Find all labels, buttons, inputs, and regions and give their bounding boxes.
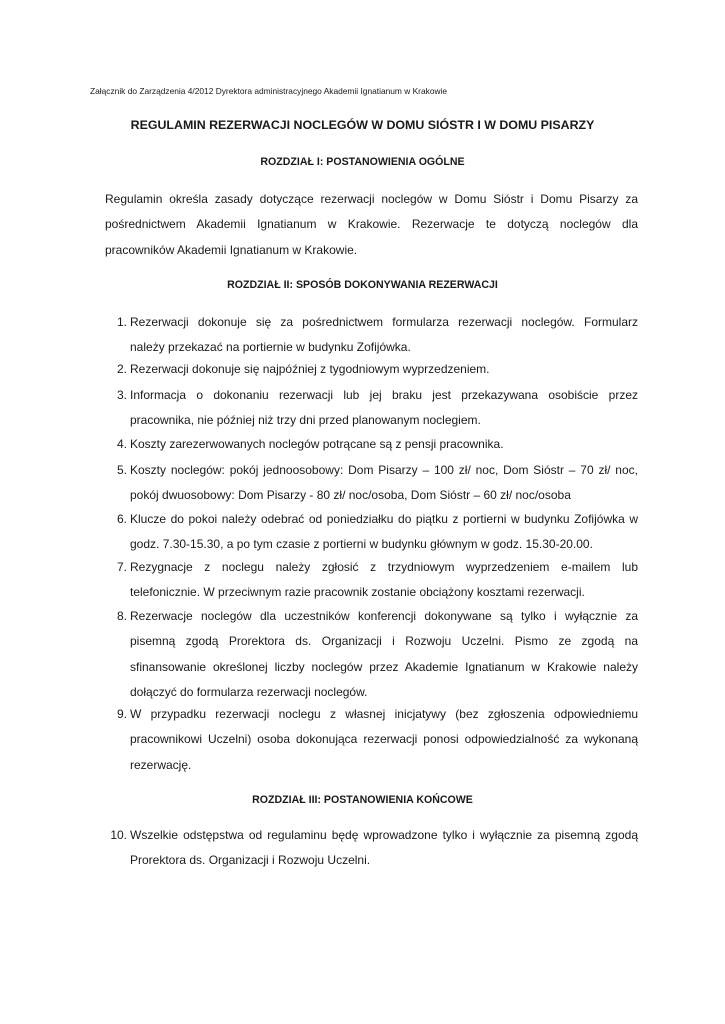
list-item-number: 1.	[116, 315, 127, 329]
chapter-1-heading: ROZDZIAŁ I: POSTANOWIENIA OGÓLNE	[260, 156, 465, 168]
list-item-line: Rezygnacje z noclegu należy zgłosić z trzydniowym wyprzedzeniem e-mailem lub	[130, 560, 638, 574]
list-item-line: pracownikowi Uczelni) osoba dokonująca rezerwacji ponosi odpowiedzialność za wykonaną	[130, 732, 638, 747]
list-item-number: 5.	[116, 463, 127, 477]
chapter-3-heading: ROZDZIAŁ III: POSTANOWIENIA KOŃCOWE	[252, 794, 473, 806]
list-item-line: Informacja o dokonaniu rezerwacji lub jej braku jest przekazywana osobiście przez	[130, 388, 638, 402]
list-item-line: Klucze do pokoi należy odebrać od poniedziałku do piątku z portierni w budynku Zofijówka w	[130, 512, 638, 526]
list-item-number: 3.	[116, 388, 127, 402]
list-item-number: 4.	[116, 437, 127, 451]
paragraph-line: Regulamin określa zasady dotyczące rezerwacji noclegów w Domu Sióstr i Domu Pisarzy za	[105, 192, 638, 206]
list-item-line: W przypadku rezerwacji noclegu z własnej inicjatywy (bez zgłoszenia odpowiedniemu	[130, 707, 638, 721]
list-item-line: pracownika, nie później niż trzy dni przed planowanym noclegiem.	[130, 413, 481, 428]
list-item-body	[130, 702, 638, 778]
list-item-line: Koszty noclegów: pokój jednoosobowy: Dom Pisarzy – 100 zł/ noc, Dom Sióstr – 70 zł/ noc,	[130, 463, 638, 477]
paragraph-line: pracowników Akademii Ignatianum w Krakowie.	[105, 242, 358, 257]
list-item-number: 9.	[116, 707, 127, 721]
chapter-1-paragraph	[105, 187, 638, 263]
list-item-number: 6.	[116, 512, 127, 526]
list-item-line: sfinansowanie określonej liczby noclegów przez Akademie Ignatianum w Krakowie należy	[130, 659, 638, 674]
list-item-line: Rezerwacji dokonuje się najpóźniej z tygodniowym wyprzedzeniem.	[130, 362, 490, 376]
list-item-body	[130, 383, 638, 434]
list-item-line: należy przekazać na portiernie w budynku Zofijówka.	[130, 340, 411, 355]
list-item-body	[130, 823, 638, 874]
list-item-line: telefonicznie. W przeciwnym razie pracownik zostanie obciążony kosztami rezerwacji.	[130, 585, 585, 600]
list-item-body	[130, 555, 638, 606]
list-item-line: dołączyć do formularza rezerwacji noclegów.	[130, 684, 368, 699]
list-item-line: godz. 7.30-15.30, a po tym czasie z portierni w budynku głównym w godz. 15.30-20.00.	[130, 537, 593, 552]
attachment-note: Załącznik do Zarządzenia 4/2012 Dyrektora administracyjnego Akademii Ignatianum w Krakowie	[90, 86, 448, 96]
list-item-line: rezerwację.	[130, 757, 192, 772]
list-item-line: Rezerwacji dokonuje się za pośrednictwem formularza rezerwacji noclegów. Formularz	[130, 315, 638, 329]
list-item-line: pokój dwuosobowy: Dom Pisarzy - 80 zł/ noc/osoba, Dom Sióstr – 60 zł/ noc/osoba	[130, 488, 571, 503]
document-title: REGULAMIN REZERWACJI NOCLEGÓW W DOMU SIÓSTR I W DOMU PISARZY	[130, 118, 595, 132]
list-item-line: Wszelkie odstępstwa od regulaminu będę wprowadzone tylko i wyłącznie za pisemną zgodą	[130, 828, 638, 842]
list-item-body	[130, 507, 638, 558]
list-item-line: Prorektora ds. Organizacji i Rozwoju Uczelni.	[130, 853, 371, 868]
list-item-body	[130, 458, 638, 509]
list-item-body	[130, 432, 638, 457]
paragraph-line: pośrednictwem Akademii Ignatianum w Krakowie. Rezerwacje te dotyczą noclegów dla	[105, 217, 638, 232]
list-item-number: 7.	[116, 560, 127, 574]
list-item-body	[130, 357, 638, 382]
list-item-line: pisemną zgodą Prorektora ds. Organizacji i Rozwoju Uczelni. Pismo ze zgodą na	[130, 634, 638, 649]
list-item-number: 8.	[116, 609, 127, 623]
list-item-body	[130, 604, 638, 705]
list-item-body	[130, 310, 638, 361]
list-item-line: Koszty zarezerwowanych noclegów potrącane są z pensji pracownika.	[130, 437, 504, 451]
list-item-number: 10.	[110, 828, 127, 842]
list-item-line: Rezerwacje noclegów dla uczestników konferencji dokonywane są tylko i wyłącznie za	[130, 609, 638, 623]
chapter-2-heading: ROZDZIAŁ II: SPOSÓB DOKONYWANIA REZERWACJI	[227, 279, 498, 291]
list-item-number: 2.	[116, 362, 127, 376]
